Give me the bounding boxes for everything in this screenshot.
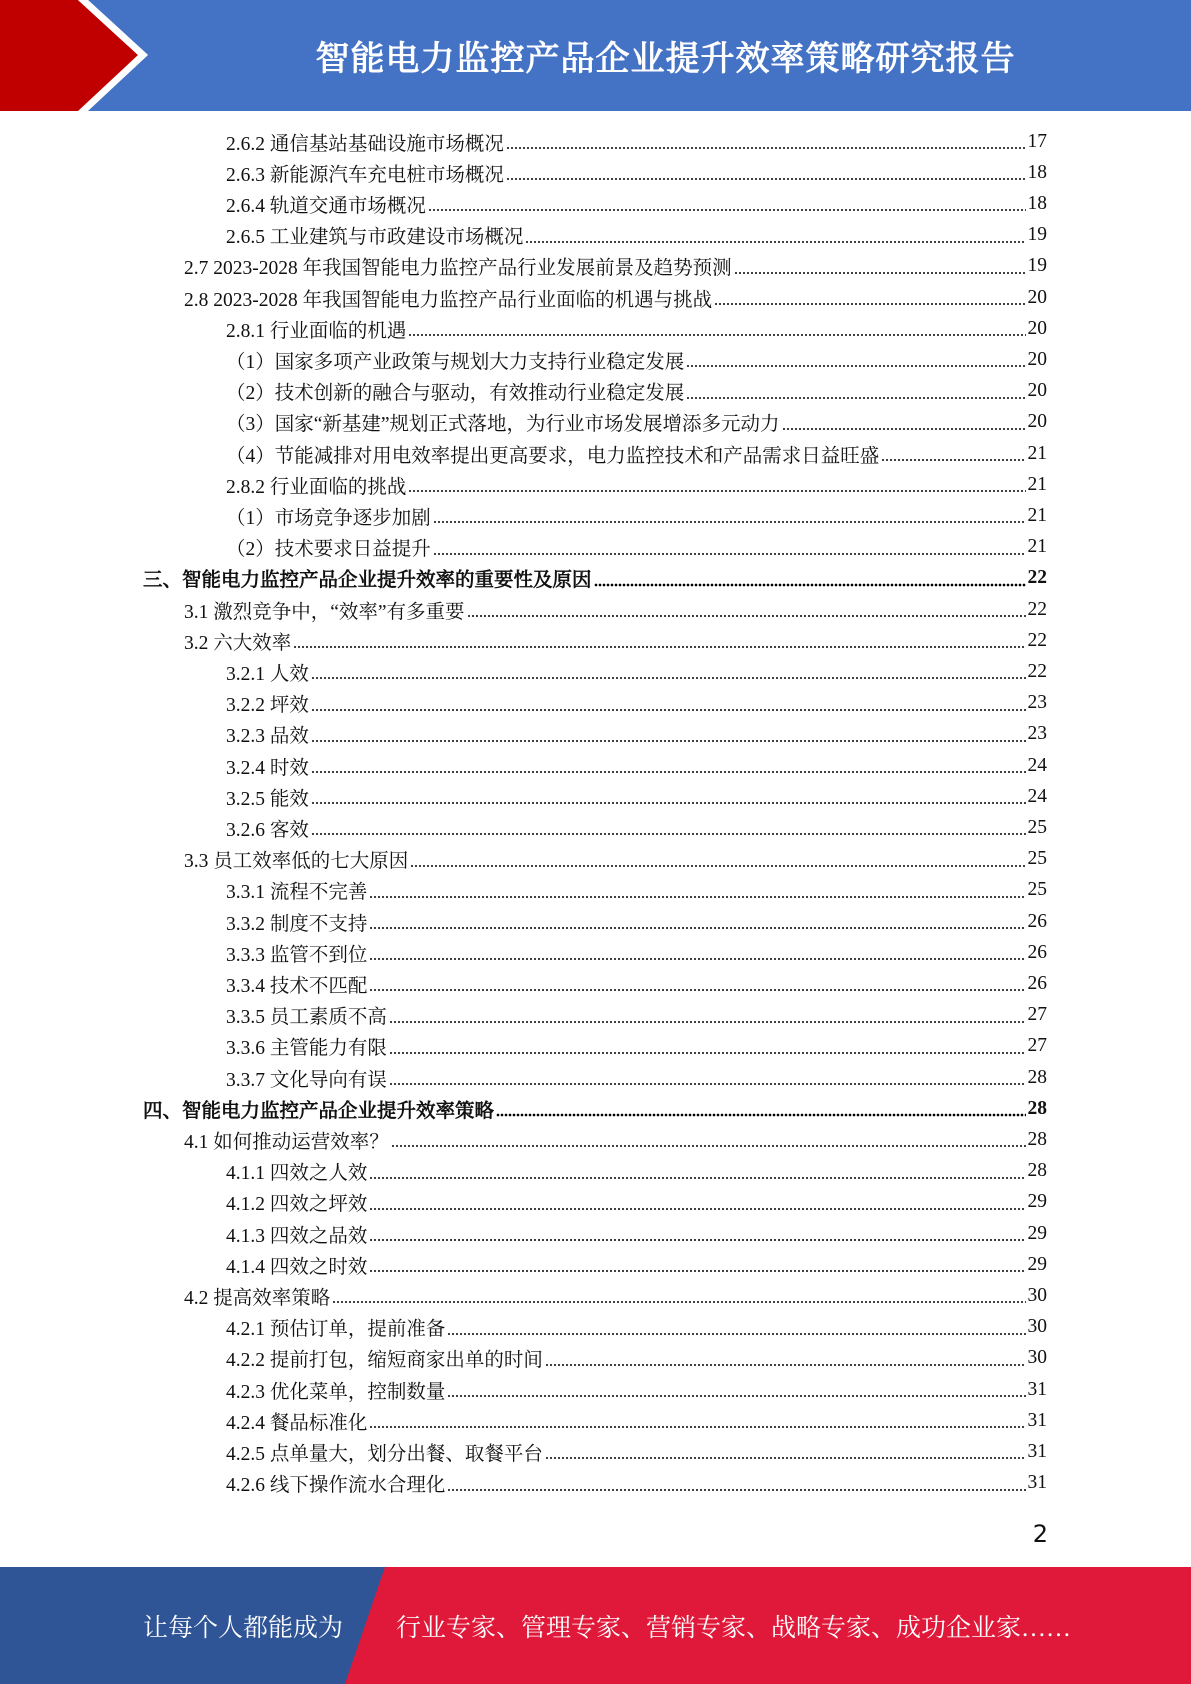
toc-entry-label: 3.2.5 能效	[226, 788, 309, 810]
toc-entry-page: 21	[1027, 473, 1047, 495]
report-title: 智能电力监控产品企业提升效率策略研究报告	[315, 39, 1016, 79]
toc-entry[interactable]	[226, 906, 1047, 937]
toc-leader-dots	[428, 188, 1026, 219]
toc-leader-dots	[311, 750, 1026, 781]
toc-entry-label: 4.1.3 四效之品效	[226, 1225, 368, 1247]
toc-entry-label: 2.6.3 新能源汽车充电桩市场概况	[226, 164, 504, 186]
toc-entry[interactable]	[226, 750, 1047, 781]
toc-entry-label: （3）国家“新基建”规划正式落地，为行业市场发展增添多元动力	[226, 414, 780, 436]
toc-entry-page: 29	[1027, 1253, 1047, 1275]
toc-entry-page: 17	[1027, 130, 1047, 152]
toc-entry-page: 18	[1027, 192, 1047, 214]
toc-entry-page: 19	[1027, 224, 1047, 246]
toc-leader-dots	[881, 438, 1025, 469]
toc-leader-dots	[369, 1218, 1025, 1249]
toc-entry-page: 25	[1027, 816, 1047, 838]
toc-leader-dots	[369, 937, 1025, 968]
toc-entry-page: 25	[1027, 879, 1047, 901]
toc-entry-page: 22	[1027, 567, 1047, 589]
toc-entry-label: 2.8.2 行业面临的挑战	[226, 476, 407, 498]
toc-leader-dots	[389, 1062, 1026, 1093]
toc-entry[interactable]	[226, 1218, 1047, 1249]
toc-entry-label: 4.1.4 四效之时效	[226, 1256, 368, 1278]
toc-entry-label: 3.3.2 制度不支持	[226, 913, 368, 935]
toc-leader-dots	[311, 656, 1026, 687]
toc-entry[interactable]	[226, 1249, 1047, 1280]
toc-leader-dots	[311, 812, 1026, 843]
toc-entry-page: 26	[1027, 910, 1047, 932]
toc-entry-label: 3.2.6 客效	[226, 819, 309, 841]
toc-entry-label: 3.2.2 坪效	[226, 695, 309, 717]
toc-leader-dots	[369, 875, 1025, 906]
toc-entry[interactable]	[226, 313, 1047, 344]
toc-entry[interactable]	[226, 656, 1047, 687]
toc-entry-label: 4.2.3 优化菜单，控制数量	[226, 1381, 446, 1403]
toc-entry-page: 29	[1027, 1222, 1047, 1244]
toc-entry-page: 22	[1027, 598, 1047, 620]
toc-entry[interactable]	[226, 1156, 1047, 1187]
toc-entry[interactable]	[226, 1031, 1047, 1062]
toc-entry-label: 3.3.7 文化导向有误	[226, 1069, 387, 1091]
toc-leader-dots	[369, 1405, 1025, 1436]
toc-entry-page: 28	[1027, 1097, 1047, 1119]
toc-entry[interactable]	[184, 594, 1047, 625]
toc-entry[interactable]	[226, 1343, 1047, 1374]
toc-entry-label: 4.1.2 四效之坪效	[226, 1194, 368, 1216]
toc-entry-page: 31	[1027, 1472, 1047, 1494]
toc-entry-page: 24	[1027, 754, 1047, 776]
toc-entry-page: 23	[1027, 723, 1047, 745]
toc-entry-page: 26	[1027, 941, 1047, 963]
toc-leader-dots	[332, 1280, 1025, 1311]
toc-entry[interactable]	[226, 157, 1047, 188]
toc-entry[interactable]	[226, 937, 1047, 968]
toc-entry[interactable]	[226, 376, 1047, 407]
toc-entry-page: 25	[1027, 848, 1047, 870]
toc-entry-label: 3.3.4 技术不匹配	[226, 975, 368, 997]
toc-entry-label: 3.2.1 人效	[226, 663, 309, 685]
toc-leader-dots	[506, 126, 1026, 157]
toc-entry[interactable]	[226, 500, 1047, 531]
toc-entry[interactable]	[226, 126, 1047, 157]
toc-entry-label: 2.8 2023-2028 年我国智能电力监控产品行业面临的机遇与挑战	[184, 289, 713, 311]
toc-entry-page: 18	[1027, 161, 1047, 183]
toc-entry-label: 2.8.1 行业面临的机遇	[226, 320, 407, 342]
toc-entry-label: 2.6.4 轨道交通市场概况	[226, 195, 426, 217]
toc-entry[interactable]	[226, 1312, 1047, 1343]
toc-entry-page: 29	[1027, 1191, 1047, 1213]
toc-entry-label: 4.2.5 点单量大，划分出餐、取餐平台	[226, 1443, 543, 1465]
toc-entry-label: （2）技术创新的融合与驱动，有效推动行业稳定发展	[226, 383, 685, 405]
toc-entry-page: 27	[1027, 1035, 1047, 1057]
toc-leader-dots	[686, 376, 1025, 407]
toc-entry-label: 4.1 如何推动运营效率？	[184, 1131, 389, 1153]
toc-entry-label: 3.3.6 主管能力有限	[226, 1038, 387, 1060]
toc-leader-dots	[293, 625, 1025, 656]
toc-entry-page: 19	[1027, 255, 1047, 277]
toc-leader-dots	[506, 157, 1026, 188]
toc-entry[interactable]	[226, 1374, 1047, 1405]
toc-entry-label: 3.3.3 监管不到位	[226, 944, 368, 966]
toc-leader-dots	[311, 688, 1026, 719]
toc-leader-dots	[447, 1468, 1025, 1499]
toc-entry[interactable]	[226, 188, 1047, 219]
toc-leader-dots	[408, 469, 1025, 500]
toc-entry-page: 20	[1027, 348, 1047, 370]
toc-entry-label: 四、智能电力监控产品企业提升效率策略	[143, 1100, 495, 1122]
toc-entry-page: 31	[1027, 1378, 1047, 1400]
toc-entry[interactable]	[226, 781, 1047, 812]
toc-entry-label: 4.2.4 餐品标准化	[226, 1412, 368, 1434]
toc-leader-dots	[782, 407, 1026, 438]
toc-entry-label: 4.2.1 预估订单，提前准备	[226, 1319, 446, 1341]
toc-entry-label: 3.2.3 品效	[226, 726, 309, 748]
toc-entry-label: （1）市场竞争逐步加剧	[226, 507, 431, 529]
toc-entry[interactable]	[226, 438, 1047, 469]
toc-entry-page: 20	[1027, 317, 1047, 339]
toc-entry[interactable]	[226, 1436, 1047, 1467]
toc-entry-label: 三、智能电力监控产品企业提升效率的重要性及原因	[143, 570, 592, 592]
toc-leader-dots	[391, 1124, 1026, 1155]
toc-entry-page: 31	[1027, 1440, 1047, 1462]
toc-entry[interactable]	[226, 875, 1047, 906]
toc-entry[interactable]	[226, 407, 1047, 438]
toc-entry-page: 21	[1027, 442, 1047, 464]
toc-entry-page: 20	[1027, 411, 1047, 433]
toc-entry[interactable]	[226, 1187, 1047, 1218]
toc-entry-page: 26	[1027, 972, 1047, 994]
toc-entry[interactable]	[143, 1093, 1047, 1124]
toc-entry-page: 24	[1027, 785, 1047, 807]
toc-entry-label: 2.7 2023-2028 年我国智能电力监控产品行业发展前景及趋势预测	[184, 258, 732, 280]
toc-entry[interactable]	[226, 469, 1047, 500]
toc-entry-page: 21	[1027, 536, 1047, 558]
toc-leader-dots	[410, 844, 1025, 875]
toc-entry-page: 22	[1027, 660, 1047, 682]
toc-leader-dots	[389, 1031, 1026, 1062]
toc-leader-dots	[545, 1436, 1026, 1467]
toc-entry-label: （2）技术要求日益提升	[226, 539, 431, 561]
toc-entry-label: 4.2.2 提前打包，缩短商家出单的时间	[226, 1350, 543, 1372]
toc-entry-page: 28	[1027, 1160, 1047, 1182]
toc-leader-dots	[433, 532, 1026, 563]
toc-entry-label: （1）国家多项产业政策与规划大力支持行业稳定发展	[226, 351, 685, 373]
toc-leader-dots	[545, 1343, 1026, 1374]
toc-entry-page: 20	[1027, 286, 1047, 308]
toc-entry-label: 4.1.1 四效之人效	[226, 1163, 368, 1185]
toc-entry[interactable]	[226, 532, 1047, 563]
toc-entry-page: 30	[1027, 1347, 1047, 1369]
toc-entry[interactable]	[184, 251, 1047, 282]
toc-entry-page: 30	[1027, 1284, 1047, 1306]
page-footer	[0, 1567, 1191, 1684]
toc-leader-dots	[594, 563, 1026, 594]
toc-leader-dots	[369, 1187, 1025, 1218]
toc-entry-label: （4）节能减排对用电效率提出更高要求，电力监控技术和产品需求日益旺盛	[226, 445, 880, 467]
toc-leader-dots	[734, 251, 1026, 282]
footer-slogan-right: 行业专家、管理专家、营销专家、战略专家、成功企业家……	[396, 1614, 1072, 1642]
toc-entry[interactable]	[226, 220, 1047, 251]
toc-entry[interactable]	[226, 1405, 1047, 1436]
toc-leader-dots	[496, 1093, 1025, 1124]
toc-entry-label: 2.6.5 工业建筑与市政建设市场概况	[226, 227, 524, 249]
toc-entry-label: 4.2.6 线下操作流水合理化	[226, 1475, 446, 1497]
toc-entry[interactable]	[226, 344, 1047, 375]
page-number: 2	[1032, 1520, 1048, 1548]
toc-leader-dots	[525, 220, 1025, 251]
toc-leader-dots	[369, 906, 1025, 937]
toc-entry-page: 23	[1027, 692, 1047, 714]
toc-entry-label: 3.3.5 员工素质不高	[226, 1007, 387, 1029]
toc-entry[interactable]	[184, 1280, 1047, 1311]
toc-leader-dots	[433, 500, 1026, 531]
toc-entry-label: 3.2 六大效率	[184, 632, 292, 654]
toc-entry[interactable]	[226, 968, 1047, 999]
toc-entry-label: 3.1 激烈竞争中，“效率”有多重要	[184, 601, 465, 623]
toc-entry-page: 28	[1027, 1128, 1047, 1150]
footer-slogan-left: 让每个人都能成为	[143, 1614, 344, 1642]
toc-entry-page: 31	[1027, 1409, 1047, 1431]
toc-entry-page: 27	[1027, 1004, 1047, 1026]
toc-entry[interactable]	[226, 688, 1047, 719]
toc-entry[interactable]	[143, 563, 1047, 594]
toc-entry[interactable]	[184, 844, 1047, 875]
toc-leader-dots	[311, 781, 1026, 812]
toc-entry[interactable]	[226, 719, 1047, 750]
toc-entry-page: 20	[1027, 380, 1047, 402]
toc-entry[interactable]	[184, 1124, 1047, 1155]
page-header	[0, 0, 1191, 111]
toc-leader-dots	[408, 313, 1025, 344]
toc-leader-dots	[389, 1000, 1026, 1031]
toc-entry-page: 21	[1027, 504, 1047, 526]
toc-entry[interactable]	[184, 282, 1047, 313]
toc-leader-dots	[714, 282, 1025, 313]
toc-entry-page: 22	[1027, 629, 1047, 651]
toc-entry-label: 3.2.4 时效	[226, 757, 309, 779]
red-chevron-decoration	[0, 0, 170, 111]
toc-entry[interactable]	[226, 1062, 1047, 1093]
toc-entry-label: 4.2 提高效率策略	[184, 1287, 331, 1309]
toc-leader-dots	[447, 1312, 1025, 1343]
toc-entry-label: 2.6.2 通信基站基础设施市场概况	[226, 133, 504, 155]
toc-leader-dots	[369, 1249, 1025, 1280]
toc-leader-dots	[369, 1156, 1025, 1187]
toc-entry-label: 3.3.1 流程不完善	[226, 882, 368, 904]
toc-leader-dots	[369, 968, 1025, 999]
toc-entry-page: 28	[1027, 1066, 1047, 1088]
toc-entry[interactable]	[226, 1000, 1047, 1031]
toc-leader-dots	[467, 594, 1026, 625]
toc-entry-page: 30	[1027, 1316, 1047, 1338]
toc-entry[interactable]	[226, 1468, 1047, 1499]
toc-entry-label: 3.3 员工效率低的七大原因	[184, 851, 409, 873]
toc-entry[interactable]	[184, 625, 1047, 656]
toc-leader-dots	[686, 344, 1025, 375]
toc-leader-dots	[447, 1374, 1025, 1405]
toc-entry[interactable]	[226, 812, 1047, 843]
toc-leader-dots	[311, 719, 1026, 750]
